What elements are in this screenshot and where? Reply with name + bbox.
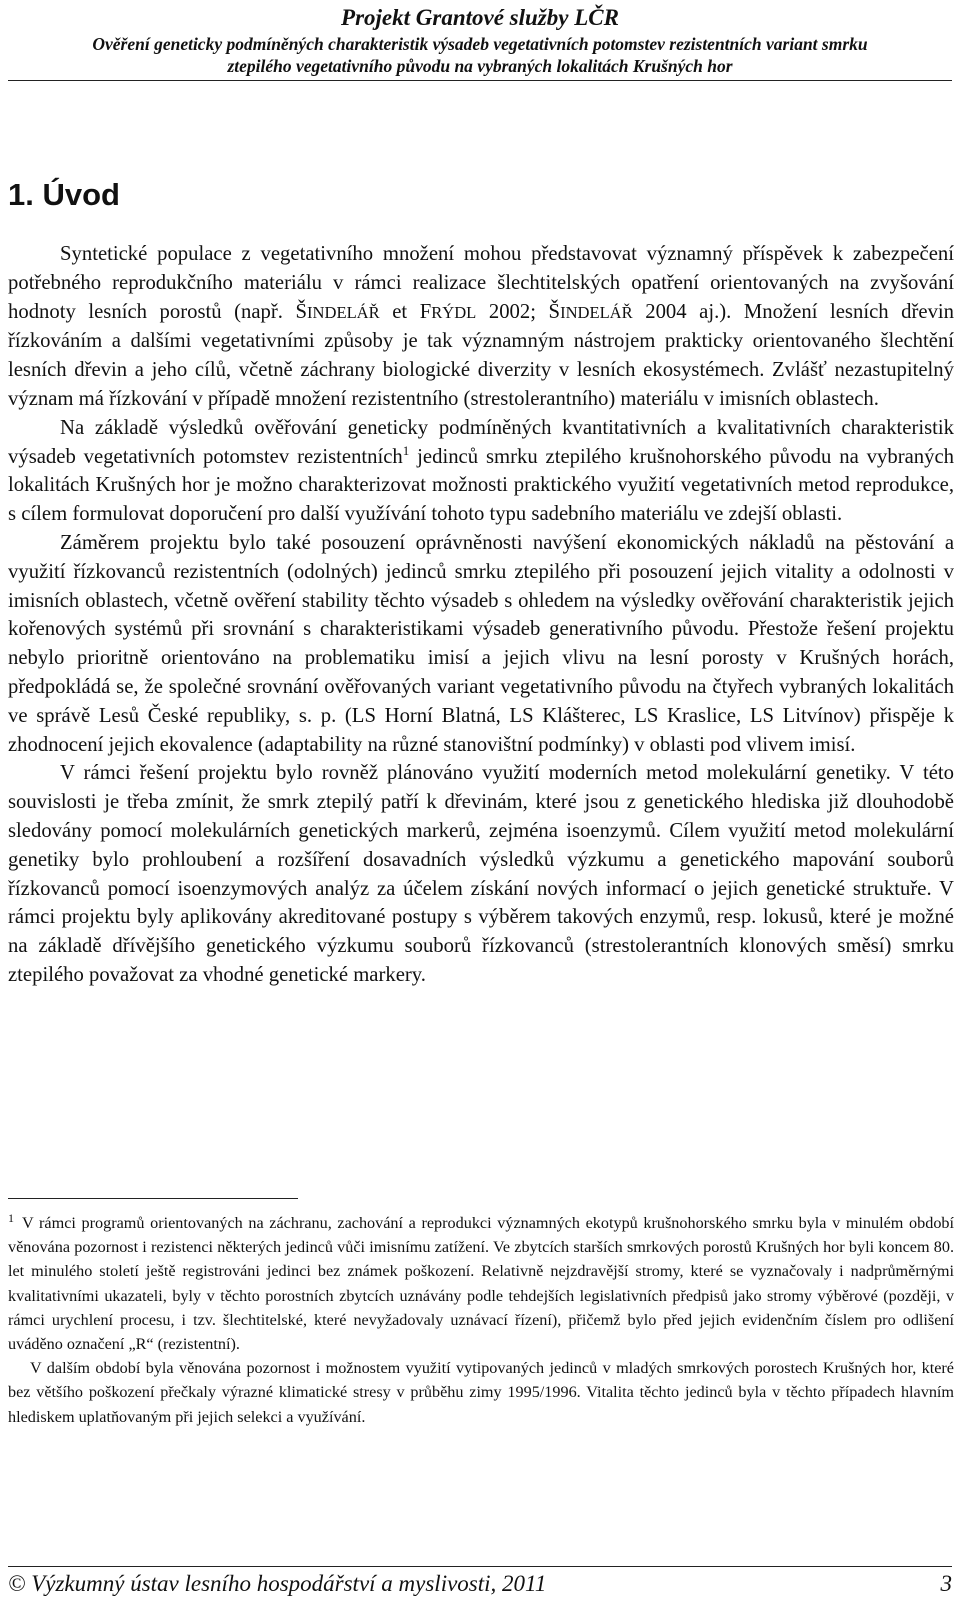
main-text bbox=[8, 240, 954, 990]
header-subtitle-line-1: Ověření geneticky podmíněných charakteristik výsadeb vegetativních potomstev rezistentních variant smrku bbox=[92, 34, 868, 54]
footnote-number: 1 bbox=[8, 1210, 14, 1225]
page-number: 3 bbox=[940, 1571, 952, 1596]
header-title: Projekt Grantové služby LČR bbox=[341, 5, 619, 30]
paragraph-1-text-a: Syntetické populace z vegetativního množení mohou představovat významný příspěvek k zabezpečení potřebného reprodukčního materiálu v rámci realizace šlechtitelských opatření orientovaných na zvyšování hodnoty lesních porostů (např. bbox=[8, 243, 954, 323]
citation-author bbox=[420, 301, 477, 323]
footnote-paragraph-2: V dalším období byla věnována pozornost i možnostem využití vytipovaných jedinců v mladých smrkových porostech Krušných hor, které bez většího poškození přečkaly výrazné klimatické stresy v průběhu zimy 1995/1996. Vitalita těchto jedinců byla v těchto případech hlavním hlediskem uplatňovaným při jejich selekci a využívání. bbox=[8, 1359, 954, 1426]
footer-divider bbox=[8, 1566, 952, 1567]
footnote-paragraph-1 bbox=[8, 1211, 954, 1356]
citation-initial: Š bbox=[295, 300, 308, 323]
paragraph-2-text-b: jedinců smrku ztepilého krušnohorského původu na vybraných lokalitách Krušných hor je možno charakterizovat možnosti praktického využití vegetativních metod reprodukce, s cílem formulovat doporučení pro další využívání tohoto typu sadebního materiálu ve zdejší oblasti. bbox=[8, 445, 954, 526]
citation-author bbox=[549, 301, 633, 323]
citation-smallcaps: INDELÁŘ bbox=[307, 302, 380, 322]
paragraph-3: Záměrem projektu bylo také posouzení oprávněnosti navýšení ekonomických nákladů na pěstování a využití řízkovanců rezistentních (odolných) jedinců smrku ztepilého při posouzení jejich vitality a odolnosti v imisních oblastech, včetně ověření stability těchto výsadeb s ohledem na výsledky ověřování charakteristik jejich kořenových systémů při srovnání s charakteristikami výsadeb generativního původu. Přestože řešení projektu nebylo prioritně orientováno na problematiku imisí a jejich vlivu na lesní porosty v Krušných horách, předpokládá se, že společné srovnání ověřovaných variant vegetativního původu na čtyřech vybraných lokalitách ve správě Lesů České republiky, s. p. (LS Horní Blatná, LS Klášterec, LS Kraslice, LS Litvínov) přispěje k zhodnocení jejich ekovalence (adaptability na různé stanovištní podmínky) v oblasti pod vlivem imisí. bbox=[8, 531, 954, 756]
paragraph-1-text-d: 2004 aj.). Množení lesních dřevin řízkováním a dalšími vegetativními způsoby je tak významným nástrojem prakticky orientovaného šlechtění lesních dřevin a jeho cílů, včetně záchrany biologické diverzity v lesních ekosystémech. Zvlášť nezastupitelný význam má řízkování v případě množení rezistentního (strestolerantního) materiálu v imisních oblastech. bbox=[8, 300, 955, 410]
paragraph-2-text-a: Na základě výsledků ověřování geneticky podmíněných kvantitativních a kvalitativních charakteristik výsadeb vegetativních potomstev rezistentních bbox=[8, 416, 954, 468]
page-footer bbox=[8, 1569, 952, 1599]
page-header bbox=[0, 0, 960, 77]
citation-initial: F bbox=[419, 300, 432, 323]
footnote-divider bbox=[8, 1198, 298, 1199]
citation-smallcaps: RÝDL bbox=[431, 302, 477, 322]
footnote-text-1: V rámci programů orientovaných na záchranu, zachování a reprodukci významných ekotypů krušnohorského smrku byla v minulém období věnována pozornost i rezistenci některých jedinců vůči imisnímu zatížení. Ve zbytcích starších smrkových porostů Krušných hor byli koncem 80. let minulého století ještě registrováni jedinci bez známek poškození. Relativně nejzdravější stromy, které se vyznačovaly i nadprůměrnými kvalitativními ukazateli, byly v těchto porostních zbytcích uznávány podle tehdejších legislativních předpisů jako stromy výběrové (později, v rámci urychlení procesu, i tzv. šlechtitelské, které nevyžadovaly uznávací řízení), přičemž bylo před jejich evidenčním číslem pro odlišení uváděno označení „R“ (rezistentní). bbox=[8, 1214, 954, 1354]
paragraph-1-text-c: 2002; bbox=[476, 300, 549, 323]
paragraph-4: V rámci řešení projektu bylo rovněž plánováno využití moderních metod molekulární genetiky. V této souvislosti je třeba zmínit, že smrk ztepilý patří k dřevinám, které jsou z genetického hlediska již dlouhodobě sledovány pomocí molekulárních genetických markerů, zejména isoenzymů. Cílem využití metod molekulární genetiky bylo prohloubení a rozšíření dosavadních výsledků výzkumu a genetického mapování souborů řízkovanců pomocí isoenzymových analýz za účelem získání nových informací o jejich genetické struktuře. V rámci projektu byly aplikovány akreditované postupy s výběrem takových enzymů, resp. lokusů, které je možné na základě dřívějšího genetického výzkumu souborů řízkovanců (strestolerantních klonových směsí) smrku ztepilého považovat za vhodné genetické markery. bbox=[8, 762, 954, 986]
paragraph-1-text-b: et bbox=[379, 300, 420, 323]
citation-author bbox=[296, 301, 380, 323]
header-subtitle-line-2: ztepilého vegetativního původu na vybraných lokalitách Krušných hor bbox=[227, 56, 733, 76]
footer-copyright: © Výzkumný ústav lesního hospodářství a myslivosti, 2011 bbox=[8, 1571, 547, 1596]
paragraph-2 bbox=[8, 414, 954, 529]
section-heading: 1. Úvod bbox=[8, 177, 120, 212]
citation-smallcaps: INDELÁŘ bbox=[560, 302, 633, 322]
footnote bbox=[8, 1211, 954, 1429]
header-divider bbox=[8, 80, 952, 81]
paragraph-1 bbox=[8, 240, 954, 414]
footnote-reference[interactable]: 1 bbox=[402, 442, 410, 458]
citation-initial: Š bbox=[548, 300, 561, 323]
